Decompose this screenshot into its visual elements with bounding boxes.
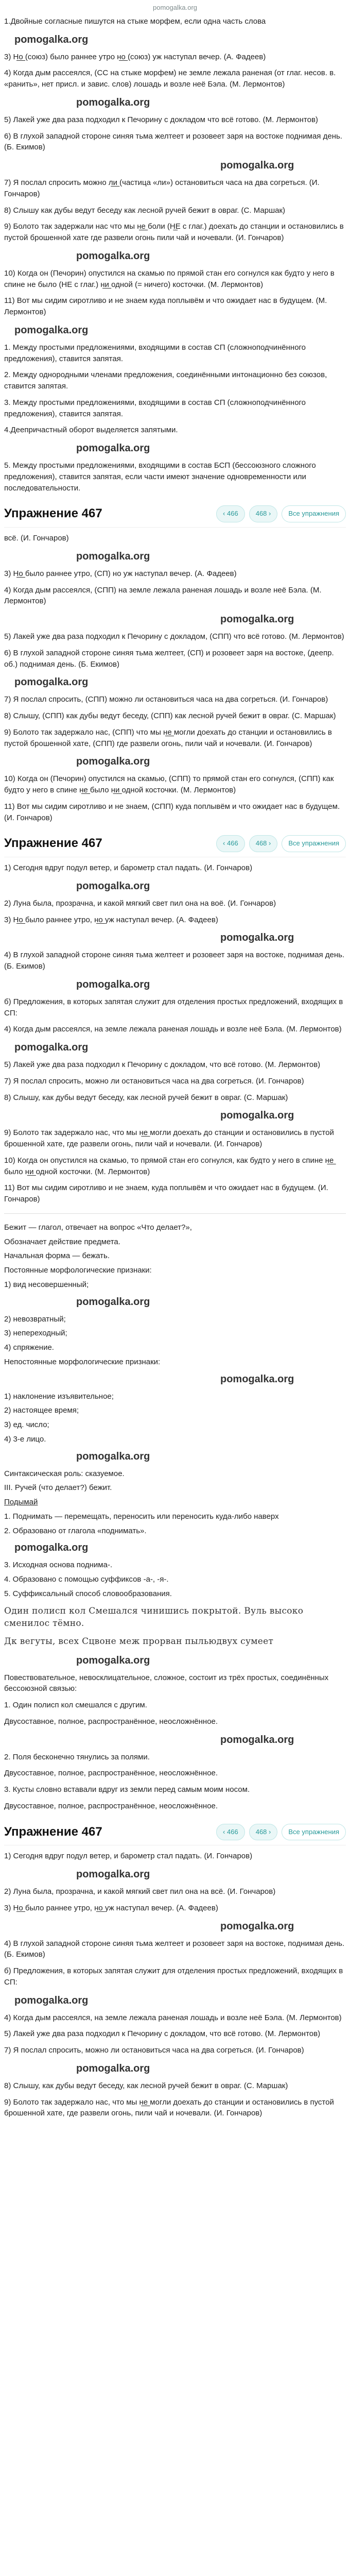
all-exercises-button[interactable]: Все упражнения (282, 835, 346, 852)
all-exercises-button[interactable]: Все упражнения (282, 1824, 346, 1841)
morph-line: 3) непереходный; (4, 1329, 67, 1338)
morph-line: 4. Образовано с помощью суффиксов -а-, -я-. (4, 1575, 169, 1584)
exercise-item: 9) Болото так задержало нас, (СПП) что мы н̲е̲ могли доехать до станции и остановились в пустой брошенной хате, (СПП) где развели огонь, пили чай и ночевали. (И. Гончаров) (4, 727, 332, 748)
exercise-nav (216, 1824, 346, 1841)
chevron-right-icon: › (269, 839, 271, 848)
morph-line: 2. Образовано от глагола «поднимать». (4, 1526, 147, 1535)
exercise-item: 6) В глухой западной стороне синяя тьма желтеет, (СП) и розовеет заря на востоке, (деепр. об.) поднимая день. (Б. Екимов) (4, 648, 334, 669)
exercise-item: 7) Я послал спросить, можно ли остановиться часа на два согреться. (И. Гончаров) (4, 1076, 304, 1086)
watermark: pomogalka.org (76, 1654, 150, 1666)
analysis-line: 1. Один полисп кол смешался с другим. (4, 1701, 147, 1710)
intro-rule-item: 4.Деепричастный оборот выделяется запятыми. (4, 426, 178, 435)
morphological-analysis (4, 1222, 346, 1600)
sentence-parse: Один полисп кол Смешался чинишись покрытой. Вуль высоко сменилос тёмно. (4, 1605, 304, 1629)
divider (4, 1213, 346, 1214)
morph-line: 1. Поднимать — перемещать, переносить или переносить куда-либо наверх (4, 1512, 279, 1521)
exercise-title: Упражнение 467 (4, 836, 102, 851)
analysis-line: Двусоставное, полное, распространённое, неосложнённое. (4, 1769, 218, 1778)
exercise-item: 7) Я послал спросить, можно ли остановиться часа на два согреться. (И. Гончаров) (4, 2046, 304, 2055)
exercise-item: 8) Слышу, (СПП) как дубы ведут беседу, (СПП) как лесной ручей бежит в овраг. (С. Маршак) (4, 711, 336, 721)
intro-item: 11) Вот мы сидим сиротливо и не знаем куда поплывём и что ожидает нас в будущем. (М. Лермонтов) (4, 296, 327, 317)
exercise-body (4, 1851, 346, 2119)
exercise-item: 1) Сегодня вдруг подул ветер, и барометр стал падать. (И. Гончаров) (4, 1852, 253, 1861)
prev-exercise-button[interactable]: ‹ 466 (216, 1824, 245, 1841)
exercise-item: всё. (И. Гончаров) (4, 534, 69, 543)
intro-item: 4) Когда дым рассеялся, (СС на стыке морфем) не земле лежала раненая (от глаг. несов. в. «ранить», нет присл. и завис. слов) лошадь и возле неё Бэла. (М. Лермонтов) (4, 69, 336, 89)
exercise-item: 7) Я послал спросить, (СПП) можно ли остановиться часа на два согреться. (И. Гончаров) (4, 695, 328, 704)
exercise-item: 2) Луна была, прозрачна, и какой мягкий свет пил она на всё. (И. Гончаров) (4, 1887, 276, 1896)
watermark: pomogalka.org (220, 614, 294, 625)
watermark: pomogalka.org (14, 1542, 89, 1554)
watermark: pomogalka.org (14, 33, 89, 45)
analysis-line: 2. Поля бесконечно тянулись за полями. (4, 1752, 150, 1761)
watermark: pomogalka.org (14, 1994, 89, 2006)
watermark: pomogalka.org (76, 1450, 150, 1462)
watermark: pomogalka.org (76, 2062, 150, 2074)
chevron-right-icon: › (269, 510, 271, 518)
intro-rule-item: 5. Между простыми предложениями, входящими в состав БСП (бессоюзного сложного предложения), ставится запятая, если части имеют значение одновременности или последовательности. (4, 461, 316, 493)
watermark: pomogalka.org (220, 1734, 294, 1745)
intro-item: 10) Когда он (Печорин) опустился на скамью по прямой стан его согнулся как будто у него в спине не было (НЕ с глаг.) н̲и̲ одной (= ничего) косточки. (М. Лермонтов) (4, 268, 335, 289)
exercise-item: б) Предложения, в которых запятая служит для отделения простых предложений, входящих в СП: (4, 997, 343, 1018)
exercise-item: 8) Слышу, как дубы ведут беседу, как лесной ручей бежит в овраг. (С. Маршак) (4, 2081, 288, 2090)
exercise-body (4, 862, 346, 1811)
intro-item: 5) Лакей уже два раза подходил к Печорину с докладом что всё готово. (М. Лермонтов) (4, 115, 318, 124)
morph-line: 1) вид несовершенный; (4, 1280, 89, 1289)
morph-line: 4) 3-е лицо. (4, 1434, 46, 1444)
exercise-item: 2) Луна была, прозрачна, и какой мягкий свет пил она на воё. (И. Гончаров) (4, 899, 276, 908)
watermark: pomogalka.org (76, 1296, 150, 1308)
watermark: pomogalka.org (76, 978, 150, 990)
morph-line: Обозначает действие предмета. (4, 1237, 120, 1246)
exercise-item: 5) Лакей уже два раза подходил к Печорину с докладом, что всё готово. (М. Лермонтов) (4, 1060, 321, 1070)
next-exercise-button[interactable]: 468 › (249, 835, 278, 852)
morph-line: Подымай (4, 1498, 38, 1507)
exercise-item: 3) Н̲о̲ было раннее утро, н̲о̲ уж наступал вечер. (А. Фадеев) (4, 1903, 218, 1912)
watermark: pomogalka.org (220, 1373, 294, 1385)
exercise-item: 4) В глухой западной стороне синяя тьма желтеет и розовеет заря на востоке, поднимая день. (Б. Екимов) (4, 951, 345, 971)
analysis-line: Двусоставное, полное, распространённое, неосложнённое. (4, 1801, 218, 1810)
chevron-left-icon: ‹ (223, 1827, 225, 1836)
analysis-line: 3. Кусты словно вставали вдруг из земли перед самым моим носом. (4, 1785, 250, 1794)
morph-line: 5. Суффиксальный способ словообразования. (4, 1589, 172, 1598)
exercise-item: б) Предложения, в которых запятая служит для отделения простых предложений, входящих в СП: (4, 1967, 343, 1987)
morph-line: 2) настоящее время; (4, 1406, 79, 1415)
watermark: pomogalka.org (14, 1042, 89, 1054)
exercise-body (4, 533, 346, 823)
next-exercise-button[interactable]: 468 › (249, 505, 278, 522)
chevron-left-icon: ‹ (223, 510, 225, 518)
intro-item: 3) Н̲о̲ (союз) было раннее утро н̲о̲ (союз) уж наступал вечер. (А. Фадеев) (4, 52, 266, 61)
exercise-header (4, 501, 346, 528)
exercise-item: 10) Когда он опустился на скамью, то прямой стан его согнулся, как будто у него в спине н̲е̲ было н̲и̲ одной косточки. (М. Лермонтов) (4, 1156, 334, 1176)
intro-block (4, 16, 346, 494)
exercise-item: 4) Когда дым рассеялся, (СПП) на земле лежала раненая лошадь и возле неё Бэла. (М. Лермонтов) (4, 585, 322, 606)
exercise-item: 9) Болото так задержало нас, что мы н̲е̲ могли доехать до станции и остановились в пустой брошенной хате, где развели огонь, пили чай и ночевали. (И. Гончаров) (4, 1128, 334, 1149)
exercise-item: 9) Болото так задержало нас, что мы н̲е̲ могли доехать до станции и остановились в пустой брошенной хате, где развели огонь, пили чай и ночевали. (И. Гончаров) (4, 2097, 334, 2118)
morph-line: 1) наклонение изъявительное; (4, 1392, 114, 1401)
watermark: pomogalka.org (14, 676, 89, 688)
intro-item: 8) Слышу как дубы ведут беседу как лесной ручей бежит в овраг. (С. Маршак) (4, 206, 286, 215)
watermark: pomogalka.org (220, 932, 294, 944)
morph-line: 2) невозвратный; (4, 1314, 66, 1324)
intro-rule-item: 2. Между однородными членами предложения, соединёнными интонационно без союзов, ставится запятая. (4, 370, 327, 391)
watermark: pomogalka.org (76, 756, 150, 768)
exercise-nav (216, 835, 346, 852)
intro-rule-item: 3. Между простыми предложениями, входящими в состав СП (сложноподчинённого предложения), ставится запятая. (4, 398, 306, 418)
all-exercises-button[interactable]: Все упражнения (282, 505, 346, 522)
analysis-line: Повествовательное, невосклицательное, сложное, состоит из трёх простых, соединённых бессоюзной связью: (4, 1673, 329, 1693)
morph-line: 3. Исходная основа поднима-. (4, 1561, 113, 1570)
top-watermark: pomogalka.org (153, 4, 197, 11)
prev-exercise-button[interactable]: ‹ 466 (216, 835, 245, 852)
exercise-item: 3) Н̲о̲ было раннее утро, (СП) но уж наступал вечер. (А. Фадеев) (4, 569, 237, 578)
watermark: pomogalka.org (76, 250, 150, 262)
exercise-item: 4) Когда дым рассеялся, на земле лежала раненая лошадь и возле неё Бэла. (М. Лермонтов) (4, 1025, 342, 1034)
watermark: pomogalka.org (76, 550, 150, 562)
exercise-header (4, 1819, 346, 1846)
morph-line: Начальная форма — бежать. (4, 1251, 110, 1261)
exercise-item: 10) Когда он (Печорин) опустился на скамью, (СПП) то прямой стан его согнулся, (СПП) как будто у него в спине н̲е̲ было н̲и̲ одной косточки. (М. Лермонтов) (4, 774, 334, 795)
analysis-line: Двусоставное, полное, распространённое, неосложнённое. (4, 1717, 218, 1726)
chevron-right-icon: › (269, 1827, 271, 1836)
intro-item: 9) Болото так задержали нас что мы н̲е̲ боли (Н̲Е с глаг.) доехать до станции и остановились в пустой брошенной хате где развели огонь пили чай и ночевали. (И. Гончаров) (4, 222, 344, 243)
exercise-item: 11) Вот мы сидим сиротливо и не знаем, (СПП) куда поплывём и что ожидает нас в будущем. (И. Гончаров) (4, 802, 340, 822)
intro-rule: 1.Двойные согласные пишутся на стыке морфем, если одна часть слова (4, 16, 266, 26)
chevron-left-icon: ‹ (223, 839, 225, 848)
exercise-title: Упражнение 467 (4, 506, 102, 521)
intro-rule-item: 1. Между простыми предложениями, входящими в состав СП (сложноподчинённого предложения), ставится запятая. (4, 343, 306, 363)
exercise-nav (216, 505, 346, 522)
morph-line: Синтаксическая роль: сказуемое. (4, 1469, 125, 1478)
exercise-header (4, 831, 346, 857)
morph-line: Постоянные морфологические признаки: (4, 1266, 152, 1275)
exercise-item: 1) Сегодня вдруг подул ветер, и барометр стал падать. (И. Гончаров) (4, 863, 253, 873)
exercise-item: 3) Н̲о̲ было раннее утро, н̲о̲ уж наступал вечер. (А. Фадеев) (4, 915, 218, 924)
morph-line: III. Ручей (что делает?) бежит. (4, 1483, 112, 1493)
watermark: pomogalka.org (14, 324, 89, 336)
exercise-item: 8) Слышу, как дубы ведут беседу, как лесной ручей бежит в овраг. (С. Маршак) (4, 1093, 288, 1102)
watermark: pomogalka.org (220, 1920, 294, 1932)
watermark: pomogalka.org (76, 96, 150, 108)
exercise-item: 4) В глухой западной стороне синяя тьма желтеет и розовеет заря на востоке, поднимая день. (Б. Екимов) (4, 1939, 345, 1959)
morph-line: Непостоянные морфологические признаки: (4, 1357, 161, 1366)
intro-item: 6) В глухой западной стороне синяя тьма желтеет и розовеет заря на востоке поднимая день. (Б. Екимов) (4, 131, 342, 152)
exercise-item: 5) Лакей уже два раза подходил к Печорину с докладом, что всё готово. (М. Лермонтов) (4, 2029, 321, 2039)
exercise-item: 4) Когда дым рассеялся, на земле лежала раненая лошадь и возле неё Бэла. (М. Лермонтов) (4, 2013, 342, 2022)
watermark: pomogalka.org (76, 880, 150, 892)
morph-line: Бежит — глагол, отвечает на вопрос «Что делает?», (4, 1223, 192, 1232)
watermark: pomogalka.org (220, 1110, 294, 1122)
morph-line: 3) ед. число; (4, 1420, 49, 1430)
watermark: pomogalka.org (76, 443, 150, 454)
morph-line: 4) спряжение. (4, 1343, 54, 1352)
watermark: pomogalka.org (76, 1869, 150, 1880)
next-exercise-button[interactable]: 468 › (249, 1824, 278, 1841)
sentence-parse: Дк вегуты, всех Сцвоне меж прорван пыльюдвух сумеет (4, 1636, 274, 1647)
exercise-item: 11) Вот мы сидим сиротливо и не знаем, куда поплывём и что ожидает нас в будущем. (И. Гончаров) (4, 1183, 328, 1204)
exercise-item: 5) Лакей уже два раза подходил к Печорину с докладом, (СПП) что всё готово. (М. Лермонтов) (4, 632, 344, 641)
prev-exercise-button[interactable]: ‹ 466 (216, 505, 245, 522)
watermark: pomogalka.org (220, 160, 294, 172)
exercise-title: Упражнение 467 (4, 1824, 102, 1839)
intro-item: 7) Я послал спросить можно л̲и̲ (частица «ли») остановиться часа на два согреться. (И. Гончаров) (4, 178, 320, 198)
